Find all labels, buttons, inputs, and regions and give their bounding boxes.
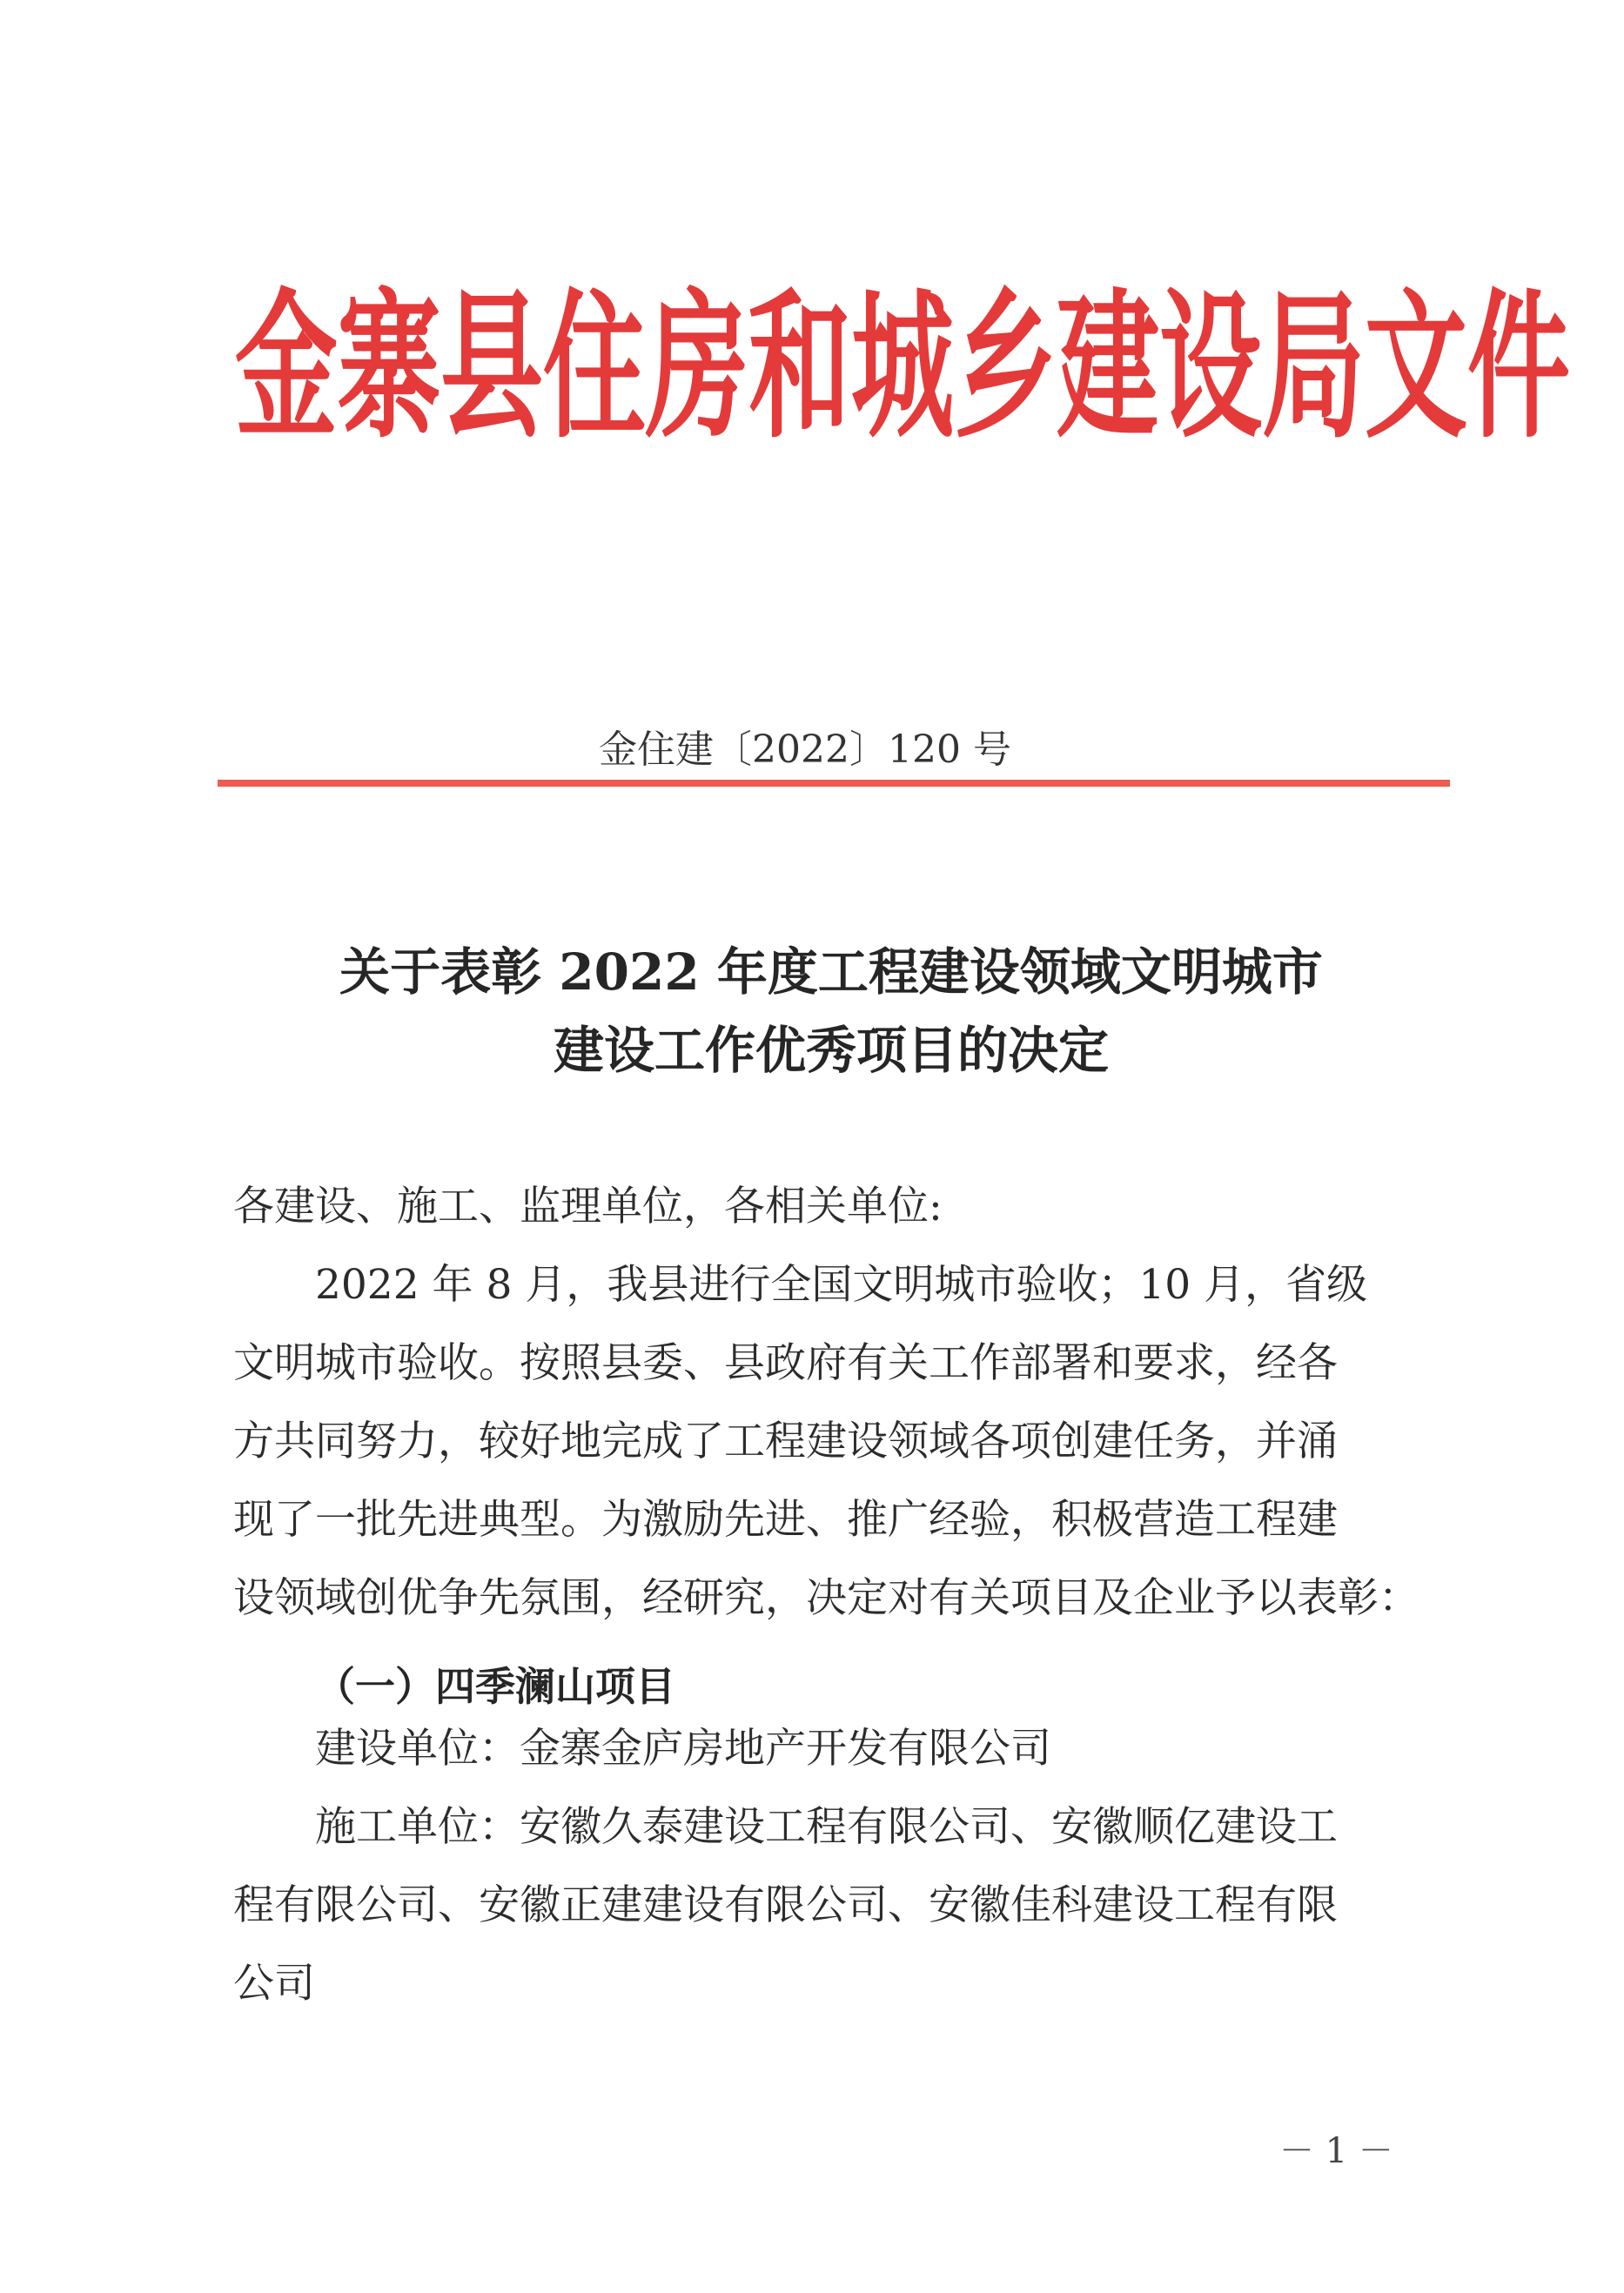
document-number: 金住建〔2022〕120 号 [599, 727, 1011, 772]
contractor-line: 施工单位：安徽久泰建设工程有限公司、安徽顺亿建设工 [315, 1803, 1338, 1851]
salutation: 各建设、施工、监理单位，各相关单位: [233, 1183, 943, 1230]
construction-unit [233, 1710, 1380, 1788]
document-title [226, 933, 1436, 1090]
section-heading: （一）四季澜山项目 [315, 1663, 675, 1710]
agency-header: 金寨县住房和城乡建设局文件 [235, 273, 1571, 460]
header-divider [218, 780, 1450, 787]
paragraph-line: 文明城市验收。按照县委、县政府有关工作部署和要求，经各 [233, 1339, 1338, 1387]
page-number: － 1 － [1279, 2131, 1393, 2171]
paragraph-line: 2022 年 8 月，我县进行全国文明城市验收；10 月，省级 [315, 1261, 1368, 1309]
title-line-1: 关于表彰 2022 年度工程建设领域文明城市 [339, 942, 1323, 1002]
title-line-2: 建设工作优秀项目的决定 [553, 1021, 1109, 1080]
contractor-line: 公司 [233, 1960, 315, 2008]
contractor-units [233, 1788, 1380, 2023]
paragraph-line: 设领域创优争先氛围，经研究，决定对有关项目及企业予以表彰： [233, 1574, 1419, 1622]
contractor-line: 程有限公司、安徽正建建设有限公司、安徽佳科建设工程有限 [233, 1881, 1338, 1929]
paragraph-line: 方共同努力，较好地完成了工程建设领域各项创建任务，并涌 [233, 1418, 1338, 1465]
paragraph-line: 现了一批先进典型。为激励先进、推广经验，积极营造工程建 [233, 1496, 1338, 1544]
opening-paragraph [233, 1246, 1419, 1638]
construction-unit-line: 建设单位：金寨金庐房地产开发有限公司 [315, 1725, 1051, 1773]
